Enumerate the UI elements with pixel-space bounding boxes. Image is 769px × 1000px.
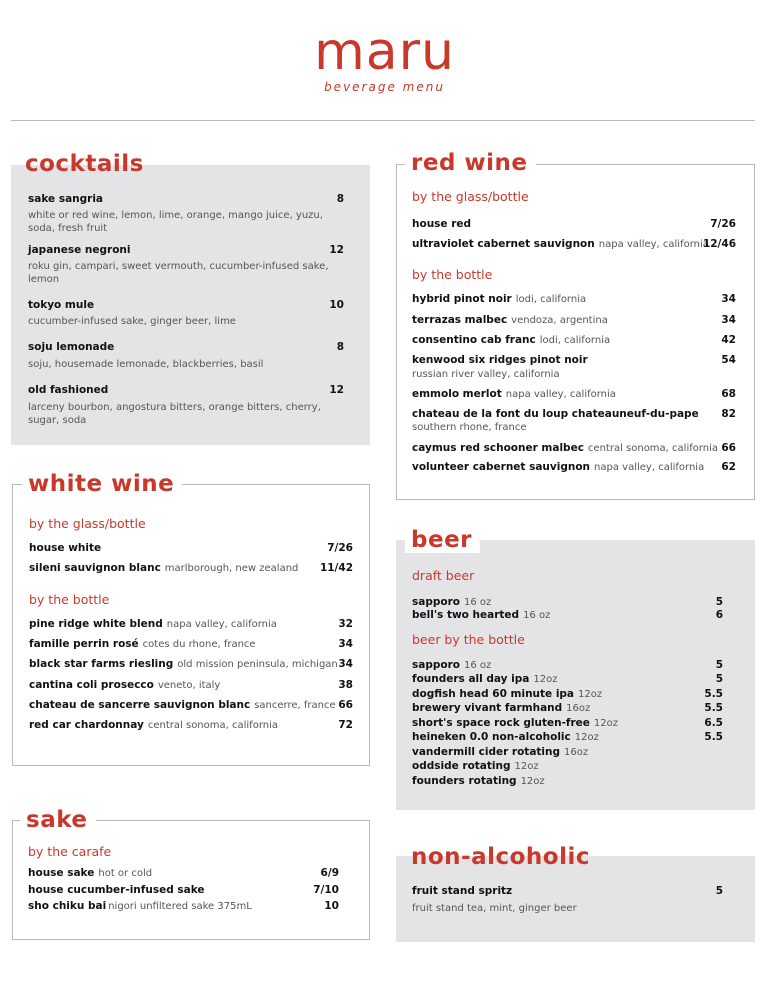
wine-item bbox=[412, 461, 736, 474]
beer-item bbox=[412, 702, 723, 715]
item-origin: napa valley, california bbox=[505, 389, 616, 400]
sake-item bbox=[28, 867, 339, 880]
item-name: sapporo bbox=[412, 596, 460, 608]
item-size: 12oz bbox=[520, 776, 545, 787]
item-name: brewery vivant farmhand bbox=[412, 702, 563, 714]
wine-item bbox=[412, 354, 736, 367]
item-price: 10 bbox=[324, 900, 339, 912]
item-name: sileni sauvignon blanc bbox=[29, 562, 161, 574]
item-price: 8 bbox=[336, 341, 344, 353]
item-origin: marlborough, new zealand bbox=[164, 563, 299, 574]
item-name: founders rotating bbox=[412, 775, 517, 787]
non-alcoholic-title: non-alcoholic bbox=[411, 844, 591, 870]
item-price: 5.5 bbox=[704, 731, 723, 743]
item-name: founders all day ipa bbox=[412, 673, 530, 685]
item-description: soju, housemade lemonade, blackberries, basil bbox=[28, 359, 264, 370]
item-size: 12oz bbox=[578, 689, 603, 700]
item-price: 34 bbox=[721, 293, 736, 305]
red-bottle-heading: by the bottle bbox=[412, 267, 493, 282]
red-wine-title: red wine bbox=[405, 150, 536, 176]
white-bottle-heading: by the bottle bbox=[29, 592, 110, 607]
item-name: terrazas malbec bbox=[412, 314, 508, 326]
item-price: 34 bbox=[721, 314, 736, 326]
cocktail-item bbox=[28, 193, 344, 206]
item-price: 6 bbox=[715, 609, 723, 621]
item-name: short's space rock gluten-free bbox=[412, 717, 590, 729]
wine-item bbox=[412, 442, 736, 455]
item-size: 12oz bbox=[574, 732, 599, 743]
item-price: 7/26 bbox=[710, 218, 736, 230]
wine-item bbox=[29, 638, 353, 651]
item-name: cantina coli prosecco bbox=[29, 679, 154, 691]
item-size: 12oz bbox=[533, 674, 558, 685]
item-name: house sake bbox=[28, 867, 95, 879]
carafe-heading: by the carafe bbox=[28, 844, 112, 859]
beer-item bbox=[412, 731, 723, 744]
item-size: 12oz bbox=[593, 718, 619, 729]
beer-item bbox=[412, 659, 723, 672]
item-name: chateau de sancerre sauvignon blanc bbox=[29, 699, 251, 711]
wine-item bbox=[29, 719, 353, 732]
wine-item bbox=[412, 293, 736, 306]
item-name: kenwood six ridges pinot noir bbox=[412, 354, 588, 366]
red-glass-heading: by the glass/bottle bbox=[412, 189, 529, 204]
beer-item bbox=[412, 746, 723, 759]
sake-section bbox=[12, 820, 370, 940]
item-size: 16oz bbox=[566, 703, 591, 714]
wine-item bbox=[412, 218, 736, 231]
wine-item bbox=[412, 314, 736, 327]
beer-item bbox=[412, 688, 723, 701]
white-wine-title: white wine bbox=[22, 471, 182, 497]
item-description: sugar, soda bbox=[28, 415, 87, 426]
beer-item bbox=[412, 717, 723, 730]
cocktails-title: cocktails bbox=[25, 151, 144, 177]
beer-item bbox=[412, 775, 723, 788]
item-name: vandermill cider rotating bbox=[412, 746, 561, 758]
item-price: 5.5 bbox=[704, 702, 723, 714]
item-price: 6.5 bbox=[704, 717, 723, 729]
item-origin: sancerre, france bbox=[254, 700, 336, 711]
item-price: 34 bbox=[338, 638, 353, 650]
wine-item bbox=[412, 238, 736, 251]
item-name: hybrid pinot noir bbox=[412, 293, 512, 305]
item-name: chateau de la font du loup chateauneuf-du-pape bbox=[412, 408, 699, 420]
item-origin: central sonoma, california bbox=[147, 720, 278, 731]
item-price: 62 bbox=[721, 461, 736, 473]
item-price: 12/46 bbox=[702, 238, 736, 250]
item-size: 12oz bbox=[514, 761, 539, 772]
beer-item bbox=[412, 609, 723, 622]
item-name: black star farms riesling bbox=[29, 658, 174, 670]
item-name: red car chardonnay bbox=[29, 719, 144, 731]
item-price: 66 bbox=[721, 442, 736, 454]
sake-title: sake bbox=[20, 807, 96, 833]
wine-item bbox=[29, 562, 353, 575]
item-origin: napa valley, california bbox=[598, 239, 709, 250]
item-origin: cotes du rhone, france bbox=[142, 639, 256, 650]
header-divider bbox=[11, 120, 755, 121]
item-price: 10 bbox=[329, 299, 344, 311]
wine-item bbox=[29, 542, 353, 555]
item-name: caymus red schooner malbec bbox=[412, 442, 584, 454]
item-price: 72 bbox=[338, 719, 353, 731]
item-description: roku gin, campari, sweet vermouth, cucumber-infused sake, bbox=[28, 261, 329, 272]
item-name: volunteer cabernet sauvignon bbox=[412, 461, 591, 473]
wine-item bbox=[412, 388, 736, 401]
item-origin: vendoza, argentina bbox=[511, 315, 608, 326]
sake-item bbox=[28, 900, 339, 913]
logo: maru bbox=[314, 22, 455, 82]
sake-item bbox=[28, 884, 339, 897]
item-name: consentino cab franc bbox=[412, 334, 536, 346]
item-name: oddside rotating bbox=[412, 760, 511, 772]
item-price: 34 bbox=[338, 658, 353, 670]
item-name: tokyo mule bbox=[28, 299, 95, 311]
item-origin: napa valley, california bbox=[166, 619, 277, 630]
beer-item bbox=[412, 596, 723, 609]
item-price: 12 bbox=[329, 384, 344, 396]
item-price: 5 bbox=[715, 659, 723, 671]
item-name: sapporo bbox=[412, 659, 460, 671]
item-name: sho chiku bai bbox=[28, 900, 107, 912]
item-price: 5.5 bbox=[704, 688, 723, 700]
item-detail: nigori unfiltered sake 375mL bbox=[108, 901, 252, 912]
item-detail: hot or cold bbox=[98, 868, 153, 879]
item-price: 42 bbox=[721, 334, 736, 346]
item-price: 68 bbox=[721, 388, 736, 400]
item-description: white or red wine, lemon, lime, orange, mango juice, yuzu, bbox=[28, 210, 323, 221]
item-size: 16oz bbox=[564, 747, 589, 758]
item-price: 7/26 bbox=[327, 542, 353, 554]
item-description: larceny bourbon, angostura bitters, orange bitters, cherry, bbox=[28, 402, 321, 413]
item-name: soju lemonade bbox=[28, 341, 115, 353]
item-name: old fashioned bbox=[28, 384, 109, 396]
item-name: bell's two hearted bbox=[412, 609, 520, 621]
wine-item bbox=[29, 658, 353, 671]
item-origin: napa valley, california bbox=[594, 462, 705, 473]
item-name: fruit stand spritz bbox=[412, 885, 513, 897]
item-name: house white bbox=[29, 542, 102, 554]
item-name: heineken 0.0 non-alcoholic bbox=[412, 731, 571, 743]
non-alcoholic-item bbox=[412, 885, 723, 898]
item-price: 38 bbox=[338, 679, 353, 691]
item-name: house cucumber-infused sake bbox=[28, 884, 205, 896]
item-description: soda, fresh fruit bbox=[28, 223, 108, 234]
item-size: 16 oz bbox=[463, 597, 492, 608]
item-description: cucumber-infused sake, ginger beer, lime bbox=[28, 316, 236, 327]
item-price: 12 bbox=[329, 244, 344, 256]
item-name: emmolo merlot bbox=[412, 388, 502, 400]
cocktail-item bbox=[28, 341, 344, 354]
item-price: 8 bbox=[336, 193, 344, 205]
cocktail-item bbox=[28, 299, 344, 312]
item-price: 32 bbox=[338, 618, 353, 630]
bottle-beer-heading: beer by the bottle bbox=[412, 632, 525, 647]
item-price: 5 bbox=[715, 596, 723, 608]
white-glass-heading: by the glass/bottle bbox=[29, 516, 146, 531]
item-name: famille perrin rosé bbox=[29, 638, 139, 650]
item-origin: old mission peninsula, michigan bbox=[177, 659, 338, 670]
item-description: fruit stand tea, mint, ginger beer bbox=[412, 903, 577, 914]
item-name: japanese negroni bbox=[28, 244, 131, 256]
item-origin: central sonoma, california bbox=[587, 443, 719, 454]
cocktail-item bbox=[28, 384, 344, 397]
item-name: dogfish head 60 minute ipa bbox=[412, 688, 575, 700]
item-description: lemon bbox=[28, 274, 60, 285]
item-price: 5 bbox=[715, 885, 723, 897]
item-size: 16 oz bbox=[523, 610, 551, 621]
item-price: 54 bbox=[721, 354, 736, 366]
item-origin: russian river valley, california bbox=[412, 369, 560, 380]
item-size: 16 oz bbox=[463, 660, 492, 671]
item-price: 7/10 bbox=[313, 884, 339, 896]
wine-item bbox=[29, 618, 353, 631]
wine-item bbox=[29, 699, 353, 712]
beer-title: beer bbox=[405, 527, 480, 553]
beer-item bbox=[412, 673, 723, 686]
item-origin: veneto, italy bbox=[157, 680, 221, 691]
item-name: sake sangria bbox=[28, 193, 104, 205]
item-price: 5 bbox=[715, 673, 723, 685]
item-origin: southern rhone, france bbox=[412, 422, 527, 433]
item-origin: lodi, california bbox=[539, 335, 611, 346]
wine-item bbox=[412, 334, 736, 347]
wine-item bbox=[412, 408, 736, 421]
item-origin: lodi, california bbox=[515, 294, 587, 305]
menu-subtitle: beverage menu bbox=[324, 80, 445, 94]
item-name: house red bbox=[412, 218, 472, 230]
item-name: ultraviolet cabernet sauvignon bbox=[412, 238, 595, 250]
beer-item bbox=[412, 760, 723, 773]
item-price: 66 bbox=[338, 699, 353, 711]
item-price: 6/9 bbox=[320, 867, 339, 879]
wine-item bbox=[29, 679, 353, 692]
item-name: pine ridge white blend bbox=[29, 618, 163, 630]
item-price: 82 bbox=[721, 408, 736, 420]
draft-heading: draft beer bbox=[412, 568, 475, 583]
item-price: 11/42 bbox=[319, 562, 353, 574]
cocktail-item bbox=[28, 244, 344, 257]
